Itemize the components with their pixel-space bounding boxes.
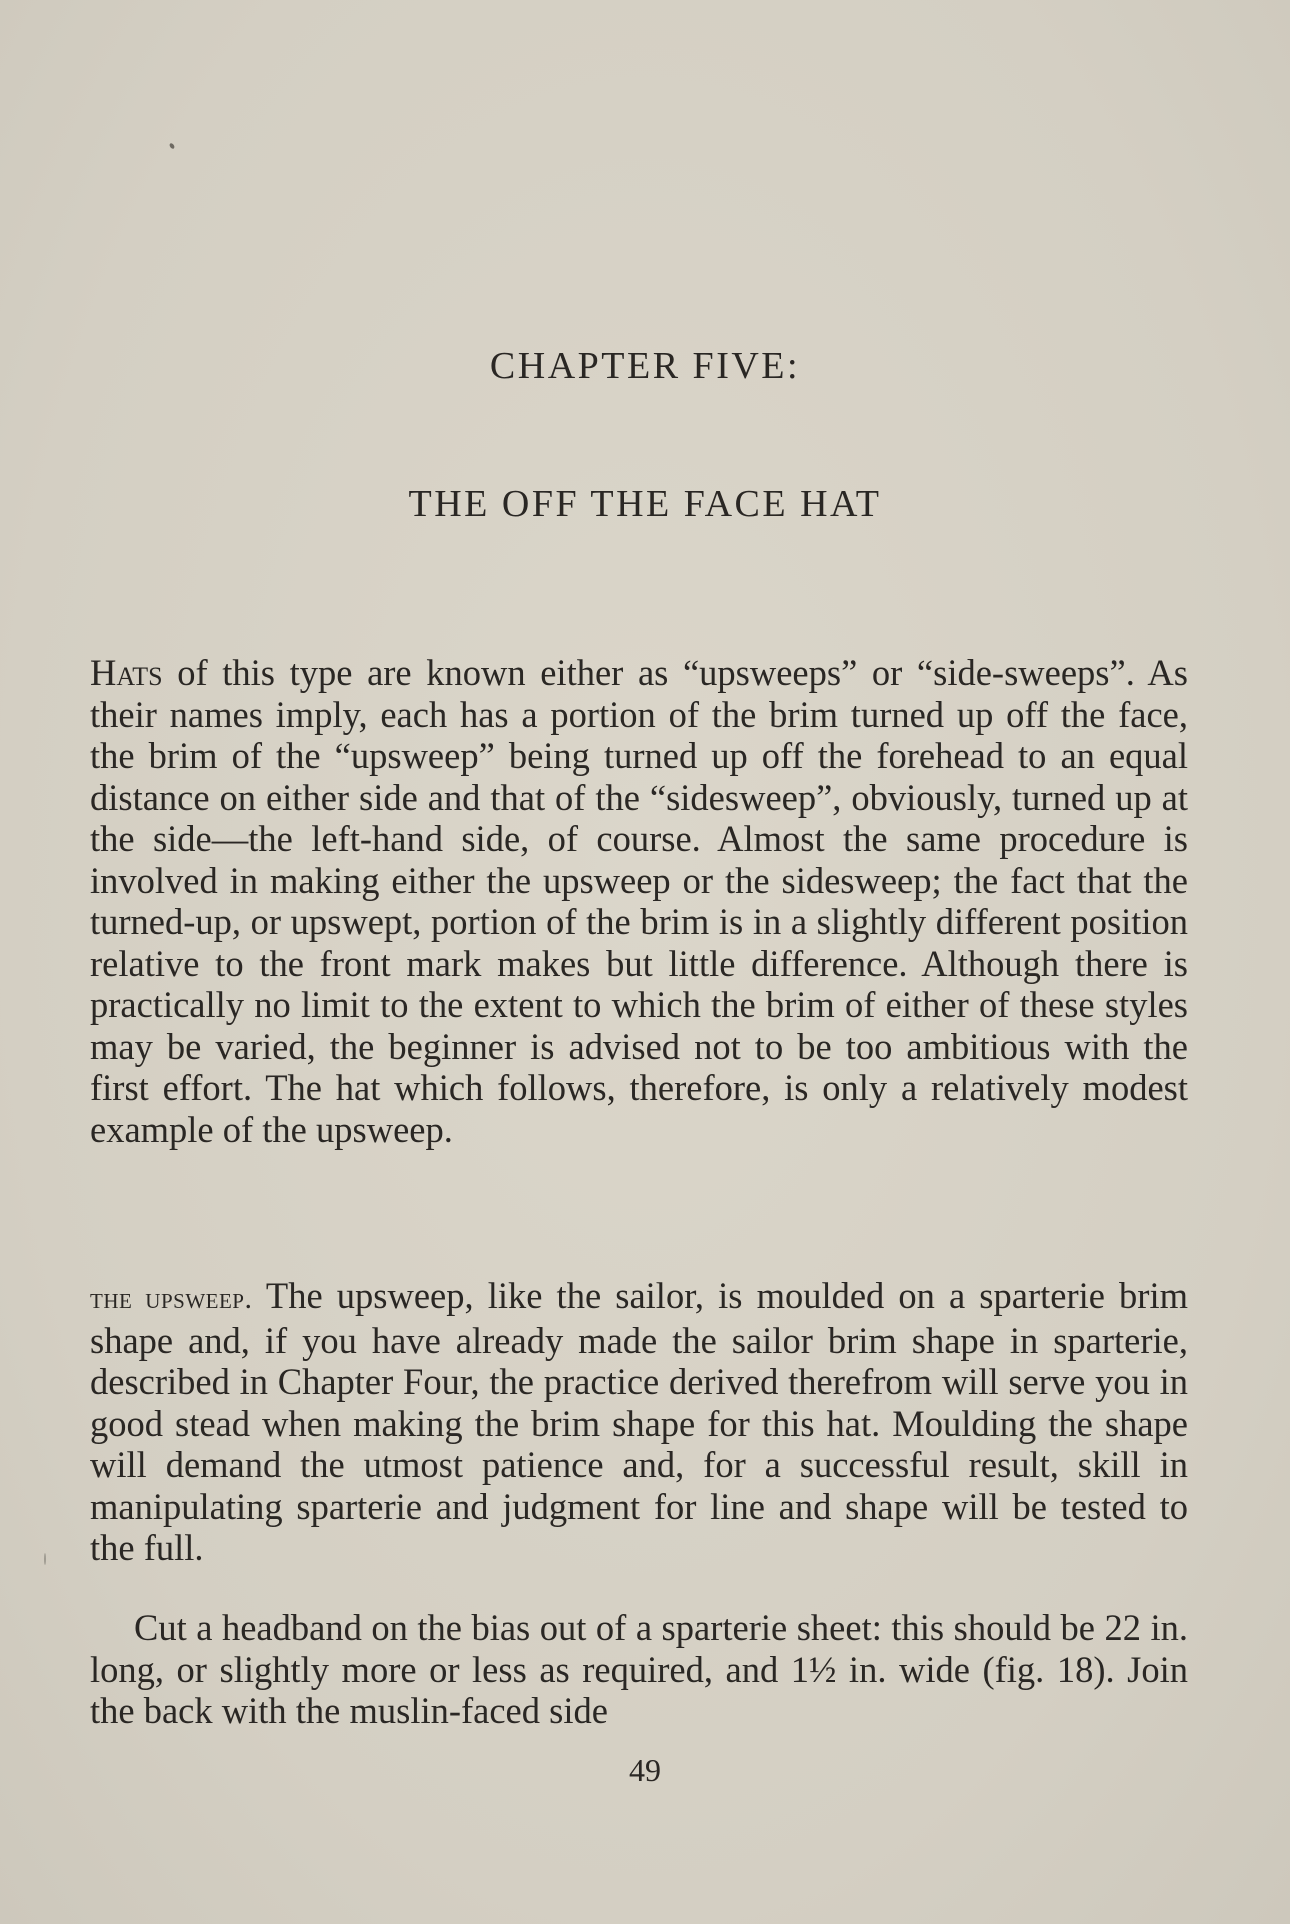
chapter-label: CHAPTER FIVE: (489, 345, 801, 387)
paragraph-headband (90, 1607, 1188, 1732)
paragraph-lead-word: Hats (90, 652, 163, 693)
chapter-title: THE OFF THE FACE HAT (408, 483, 882, 525)
section-heading: the upsweep. (90, 1282, 253, 1315)
print-speck (169, 142, 176, 149)
print-speck (44, 1553, 46, 1565)
paragraph-intro (90, 652, 1188, 1150)
paragraph-text: of this type are known either as “upsweeps” or “side-sweeps”. As their names imply, each has a portion of the brim turned up off the face, the brim of the “upsweep” being turned up off the forehead to an equal distance on either side and that of the “sidesweep”, obviously, turned up at the side—the left-hand side, of course. Almost the same procedure is involved in making either the upsweep or the sidesweep; the fact that the turned-up, or upswept, portion of the brim is in a slightly different position relative to the front mark makes but little difference. Although there is practically no limit to the extent to which the brim of either of these styles may be varied, the beginner is advised not to be too ambitious with the first effort. The hat which follows, therefore, is only a relatively modest example of the upsweep. (90, 652, 1188, 1150)
paragraph-text: Cut a headband on the bias out of a sparterie sheet: this should be 22 in. long, or slightly more or less as required, and 1½ in. wide (fig. 18). Join the back with the muslin-faced side (90, 1607, 1188, 1731)
paragraph-text: The upsweep, like the sailor, is moulded on a sparterie brim shape and, if you have already made the sailor brim shape in sparterie, described in Chapter Four, the practice derived therefrom will serve you in good stead when making the brim shape for this hat. Moulding the shape will demand the utmost patience and, for a successful result, skill in manipulating sparterie and judgment for line and shape will be tested to the full. (90, 1275, 1188, 1568)
paragraph-upsweep (90, 1275, 1188, 1569)
page-number: 49 (629, 1752, 661, 1788)
